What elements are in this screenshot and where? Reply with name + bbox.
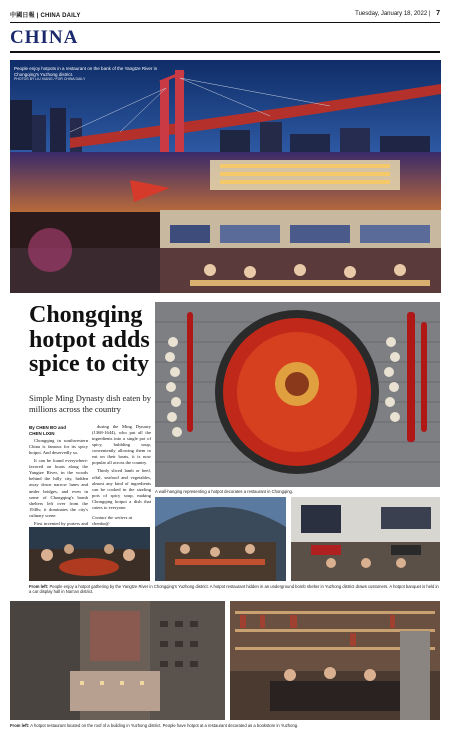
hotpot-wall-photo (155, 302, 440, 487)
masthead-brand-cn: 中國日報 (10, 13, 35, 19)
byline: By CHEN BO and CHEN LIXIN (29, 425, 67, 436)
top-rule (10, 22, 440, 23)
paragraph: during the Ming Dynasty (1368-1644), who put all the ingredients into a single pot of spicy, bubbling soup, conveniently allowing them to eat on their boats, it is now popular all across the country. (92, 424, 151, 466)
body-column-1 (29, 438, 88, 541)
deck: Simple Ming Dynasty dish eaten by millions across the country (29, 393, 152, 414)
body-column-2 (92, 424, 151, 533)
bomb-shelter-photo (155, 497, 286, 581)
page-number: 7 (436, 10, 440, 17)
top-photo (10, 60, 441, 293)
river-restaurant-illustration (10, 60, 441, 293)
section-title: CHINA (10, 27, 79, 48)
rooftop-illustration (10, 601, 225, 720)
riverside-hotpot-illustration (29, 527, 150, 581)
bookstore-illustration (230, 601, 440, 720)
section-rule (10, 51, 440, 53)
paragraph: Chongqing in southwestern China is famous for its spicy hotpot. And deservedly so. (29, 438, 88, 456)
masthead-brand: CHINA DAILY (40, 13, 81, 19)
hotpot-wall-caption: A wall-hanging representing a hotpot decorates a restaurant in Chongqing. (155, 489, 294, 494)
masthead: 中國日報 | CHINA DAILY Tuesday, January 18, 2022 | 7 (10, 10, 440, 19)
riverside-hotpot-photo (29, 527, 150, 581)
hotpot-wall-illustration (155, 302, 440, 487)
car-hall-banquet-photo (291, 497, 440, 581)
top-photo-caption: People enjoy hotpots in a restaurant on the bank of the Yangtze River in Chongqing's Yuzhong district. PHOTOS BY LIU XIANG / FOR CHINA DAILY (14, 66, 164, 82)
bomb-shelter-illustration (155, 497, 286, 581)
masthead-date: Tuesday, January 18, 2022 (355, 11, 428, 17)
rooftop-restaurant-photo (10, 601, 225, 720)
paragraph: First invented by porters and (34, 520, 88, 526)
paragraph: Thinly sliced lamb or beef, offal, seafood and vegetables, almost any kind of ingredients can be cooked in the sizzling pots of spicy soup, making Chongqing hotpot a dish that caters to everyone. (92, 468, 151, 510)
car-hall-illustration (291, 497, 440, 581)
contact-info: Contact the writers at chenbo@ (92, 514, 133, 526)
bookstore-restaurant-photo (230, 601, 440, 720)
second-row-caption: From left: People enjoy a hotpot gathering by the Yangtze River in Chongqing's Yuzhong district. A hotpot restaurant hidden in an underground bomb shelter in Yuzhong district draws customers. A hotpot banquet is held in a car display hall in Nan'an district. (29, 584, 439, 595)
photo-credit: PHOTOS BY LIU XIANG / FOR CHINA DAILY (14, 77, 86, 82)
third-row-caption: From left: A hotpot restaurant located on the roof of a building in Yuzhong district. People have hotpot at a restaurant decorated as a bookstore in Yuzhong. (10, 723, 299, 728)
paragraph: It can be found everywhere: favored on boats along the Yangtze River, in the woods behind the hilly city, hidden away down narrow lanes and under bridges, and even in some of Chongqing's bomb shelters left over from the 1940s; it dominates the city's culinary scene. (29, 458, 88, 518)
headline: Chongqing hotpot adds spice to city (29, 302, 150, 378)
